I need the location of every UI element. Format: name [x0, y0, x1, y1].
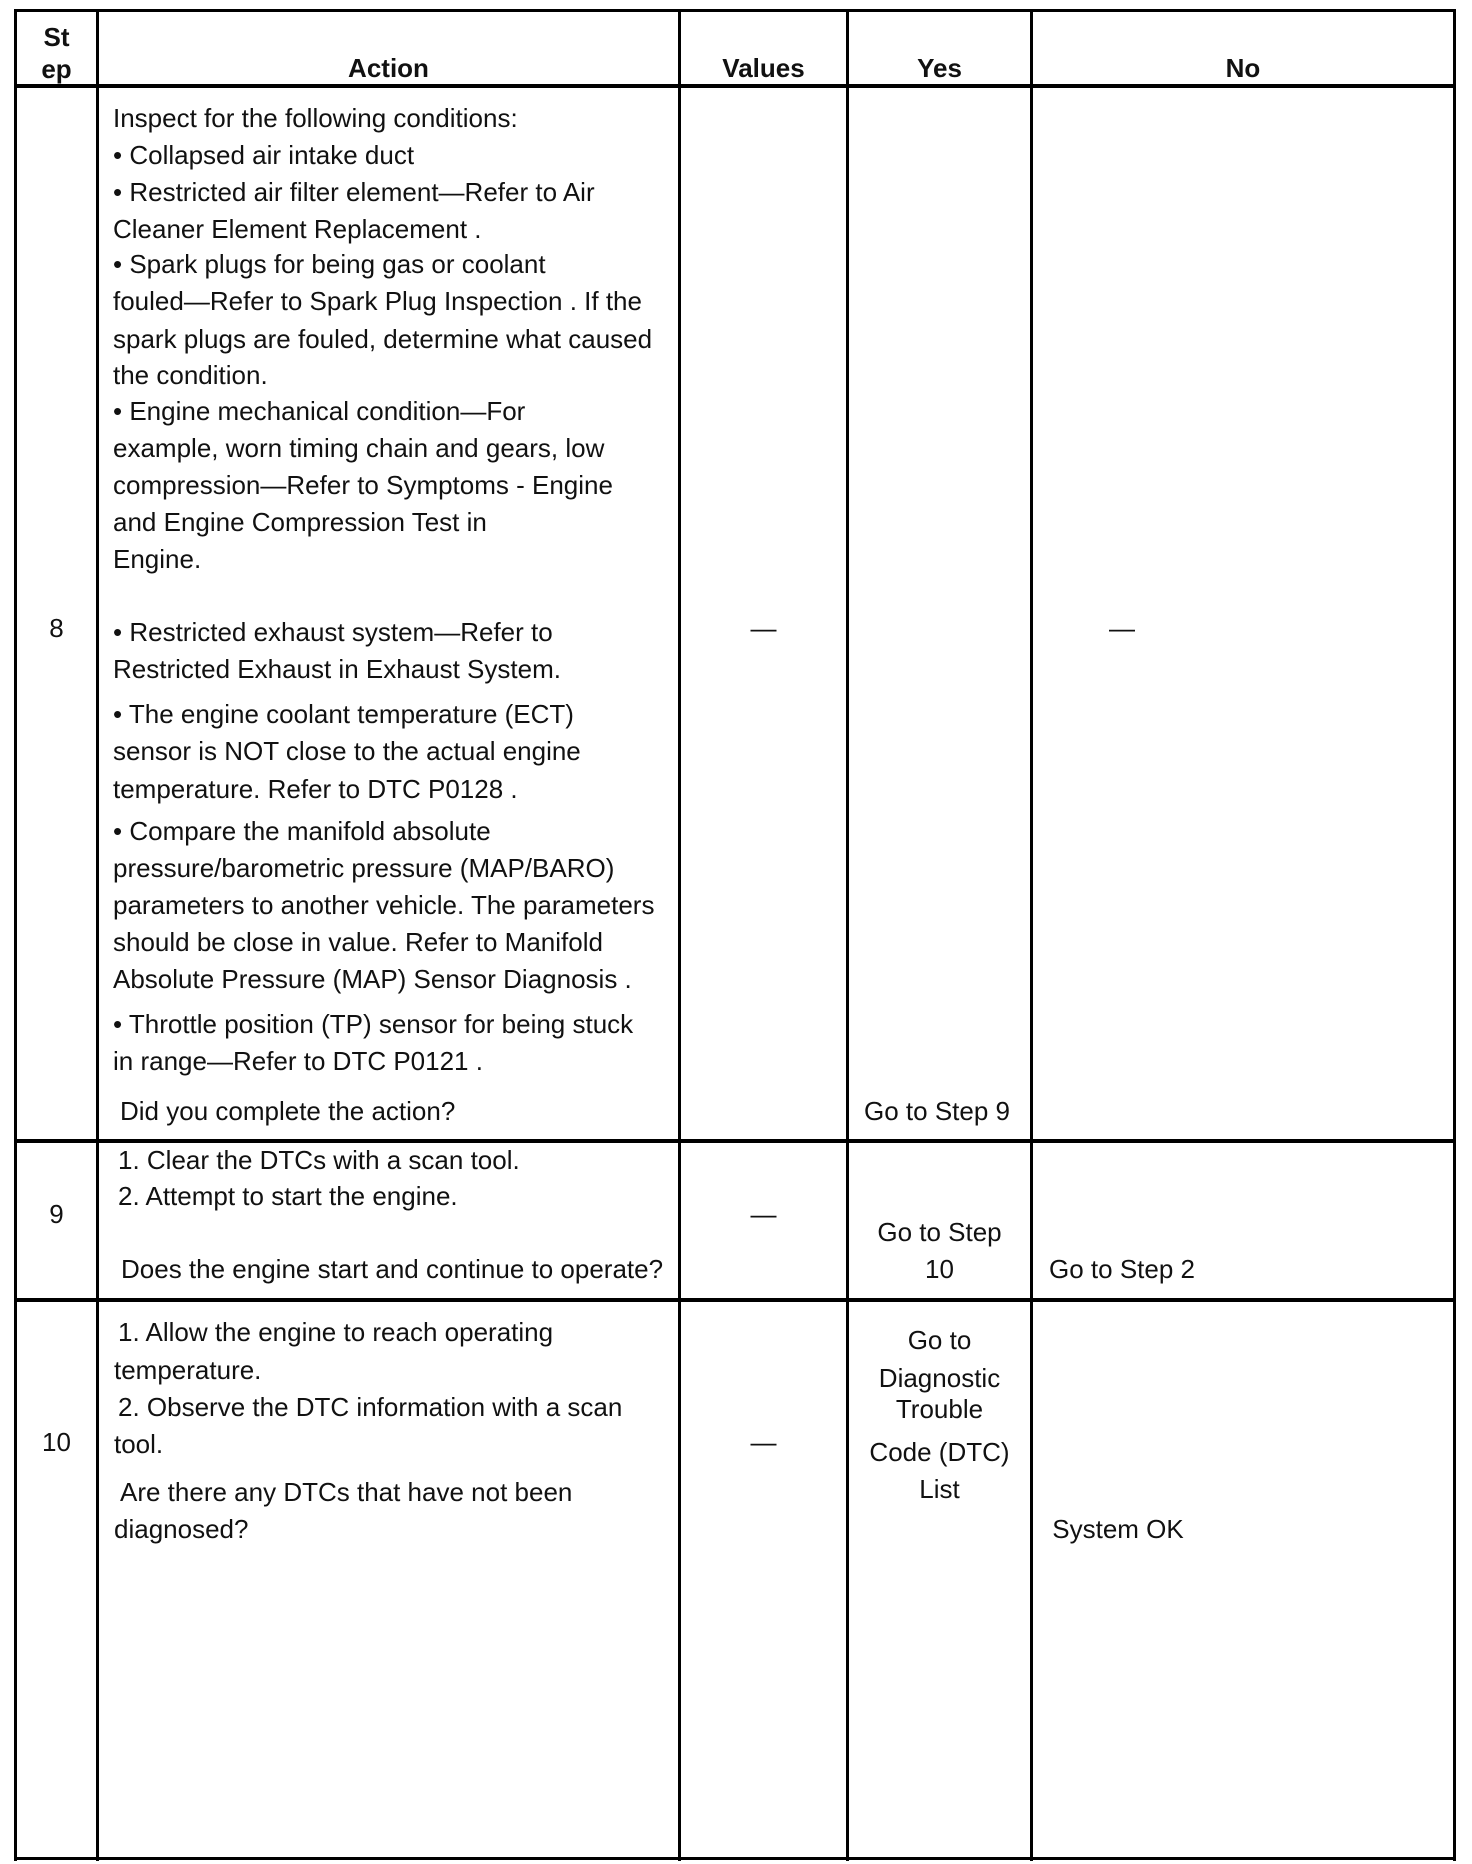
action-line: 2. Attempt to start the engine.	[118, 1181, 458, 1211]
no-cell: System OK	[1052, 1514, 1184, 1544]
header-step-line2: ep	[41, 54, 72, 84]
values-cell: —	[750, 1427, 777, 1457]
action-line: 1. Allow the engine to reach operating	[118, 1317, 554, 1347]
action-line: and Engine Compression Test in	[113, 507, 487, 537]
values-cell: —	[750, 1199, 777, 1229]
header-step	[17, 21, 96, 85]
step-number: 8	[49, 613, 64, 643]
values-cell: —	[750, 613, 777, 643]
action-line: pressure/barometric pressure (MAP/BARO)	[113, 853, 615, 883]
yes-cell-line: Go to	[907, 1325, 972, 1355]
header-yes: Yes	[917, 53, 962, 83]
yes-cell-line: Code (DTC)	[869, 1437, 1010, 1467]
action-line: • Restricted exhaust system—Refer to	[113, 617, 553, 647]
action-line: temperature.	[114, 1355, 262, 1385]
action-line: compression—Refer to Symptoms - Engine	[113, 470, 613, 500]
header-values: Values	[722, 53, 805, 83]
action-question-line2: diagnosed?	[114, 1514, 249, 1544]
header-action: Action	[348, 53, 429, 83]
action-line: Engine.	[113, 544, 202, 574]
action-question: Does the engine start and continue to operate?	[121, 1254, 664, 1284]
action-line: in range—Refer to DTC P0121 .	[113, 1046, 483, 1076]
step-number: 9	[49, 1199, 64, 1229]
action-line: • Engine mechanical condition—For	[113, 396, 526, 426]
action-line: temperature. Refer to DTC P0128 .	[113, 774, 518, 804]
yes-cell: Go to Step 9	[864, 1096, 1010, 1126]
action-line: fouled—Refer to Spark Plug Inspection . If the	[113, 286, 642, 316]
header-no: No	[1225, 53, 1261, 83]
action-line: • Compare the manifold absolute	[113, 816, 491, 846]
no-cell: —	[1109, 613, 1135, 643]
action-intro: Inspect for the following conditions:	[113, 103, 518, 133]
action-line: the condition.	[113, 360, 268, 390]
action-line: 1. Clear the DTCs with a scan tool.	[118, 1145, 520, 1175]
action-line: • Restricted air filter element—Refer to Air	[113, 177, 595, 207]
action-line: tool.	[114, 1429, 164, 1459]
no-cell: Go to Step 2	[1049, 1254, 1195, 1284]
action-line: should be close in value. Refer to Manifold	[113, 927, 603, 957]
header-step-line1: St	[43, 22, 70, 52]
action-line: parameters to another vehicle. The parameters	[113, 890, 655, 920]
yes-cell-line1: Go to Step	[877, 1217, 1002, 1247]
action-line: spark plugs are fouled, determine what caused	[113, 324, 653, 354]
action-line: • Spark plugs for being gas or coolant	[113, 249, 546, 279]
action-line: Restricted Exhaust in Exhaust System.	[113, 654, 561, 684]
yes-cell-line: Diagnostic	[878, 1363, 1001, 1393]
action-line: • The engine coolant temperature (ECT)	[113, 699, 574, 729]
action-line: example, worn timing chain and gears, low	[113, 433, 605, 463]
step-number: 10	[42, 1427, 71, 1457]
action-line: • Collapsed air intake duct	[113, 140, 415, 170]
action-question-line1: Are there any DTCs that have not been	[120, 1477, 573, 1507]
action-line: Cleaner Element Replacement .	[113, 214, 482, 244]
action-line: Absolute Pressure (MAP) Sensor Diagnosis .	[113, 964, 632, 994]
action-question: Did you complete the action?	[120, 1096, 456, 1126]
action-line: • Throttle position (TP) sensor for being stuck	[113, 1009, 634, 1039]
yes-cell-line2: 10	[925, 1254, 954, 1284]
yes-cell-line: List	[919, 1474, 960, 1504]
action-line: sensor is NOT close to the actual engine	[113, 736, 581, 766]
action-line: 2. Observe the DTC information with a scan	[118, 1392, 623, 1422]
yes-cell-line: Trouble	[895, 1394, 984, 1424]
